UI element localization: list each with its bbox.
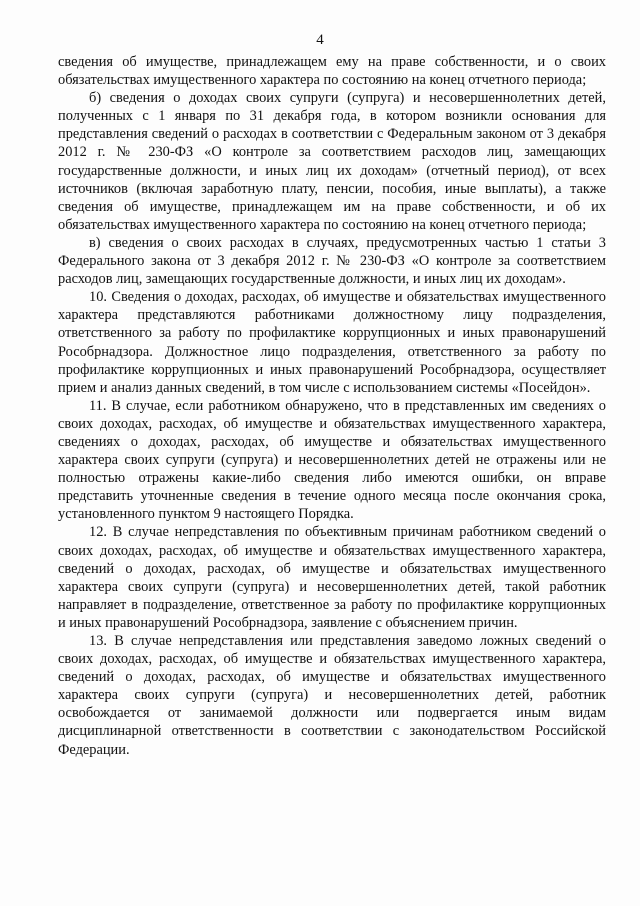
paragraph-b-spouse-income: б) сведения о доходах своих супруги (супруга) и несовершеннолетних детей, полученных с 1 января по 31 декабря года, в котором возникли основания для представления сведений о расходах в соответствии с Федеральным законом от 3 декабря 2012 г. № 230-ФЗ «О контроле за соответствием расходов лиц, замещающих государственные должности, и иных лиц их доходам» (отчетный период), от всех источников (включая заработную плату, пенсии, пособия, иные выплаты), а также сведения об имуществе, принадлежащем им на праве собственности, и об их обязательствах имущественного характера по состоянию на конец отчетного периода; xyxy=(58,90,606,233)
document-body xyxy=(58,53,606,759)
paragraph-v-expenses: в) сведения о своих расходах в случаях, предусмотренных частью 1 статьи 3 Федерального закона от 3 декабря 2012 г. № 230-ФЗ «О контроле за соответствием расходов лиц, замещающих государственные должности, и иных лиц их доходам». xyxy=(58,234,606,288)
paragraph-13: 13. В случае непредставления или представления заведомо ложных сведений о своих доходах, расходах, об имуществе и обязательствах имущественного характера, сведений о доходах, расходах, об имуществе и обязательствах имущественного характера своих супруги (супруга) и несовершеннолетних детей, работник освобождается от занимаемой должности или подвергается иным видам дисциплинарной ответственности в соответствии с законодательством Российской Федерации. xyxy=(58,633,606,758)
paragraph-continuation: сведения об имуществе, принадлежащем ему на праве собственности, и о своих обязательствах имущественного характера по состоянию на конец отчетного периода; xyxy=(58,54,606,89)
paragraph-10: 10. Сведения о доходах, расходах, об имуществе и обязательствах имущественного характера представляются работниками должностному лицу подразделения, ответственного за работу по профилактике коррупционных и иных правонарушений Рособрнадзора. Должностное лицо подразделения, ответственного за работу по профилактике коррупционных и иных правонарушений Рособрнадзора, осуществляет прием и анализ данных сведений, в том числе с использованием системы «Посейдон». xyxy=(58,289,606,396)
page-number: 4 xyxy=(316,32,324,48)
paragraph-12: 12. В случае непредставления по объективным причинам работником сведений о своих доходах, расходах, об имуществе и обязательствах имущественного характера, сведений о доходах, расходах, об имуществе и обязательствах имущественного характера своих супруги (супруга) и несовершеннолетних детей, такой работник направляет в подразделение, ответственное за работу по профилактике коррупционных и иных правонарушений Рособрнадзора, заявление с объяснением причин. xyxy=(58,524,606,631)
paragraph-11: 11. В случае, если работником обнаружено, что в представленных им сведениях о своих доходах, расходах, об имуществе и обязательствах имущественного характера, сведениях о доходах, расходах, об имуществе и обязательствах имущественного характера своих супруги (супруга) и несовершеннолетних детей не отражены или не полностью отражены какие-либо сведения либо имеются ошибки, он вправе представить уточненные сведения в течение одного месяца после окончания срока, установленного пунктом 9 настоящего Порядка. xyxy=(58,397,606,523)
